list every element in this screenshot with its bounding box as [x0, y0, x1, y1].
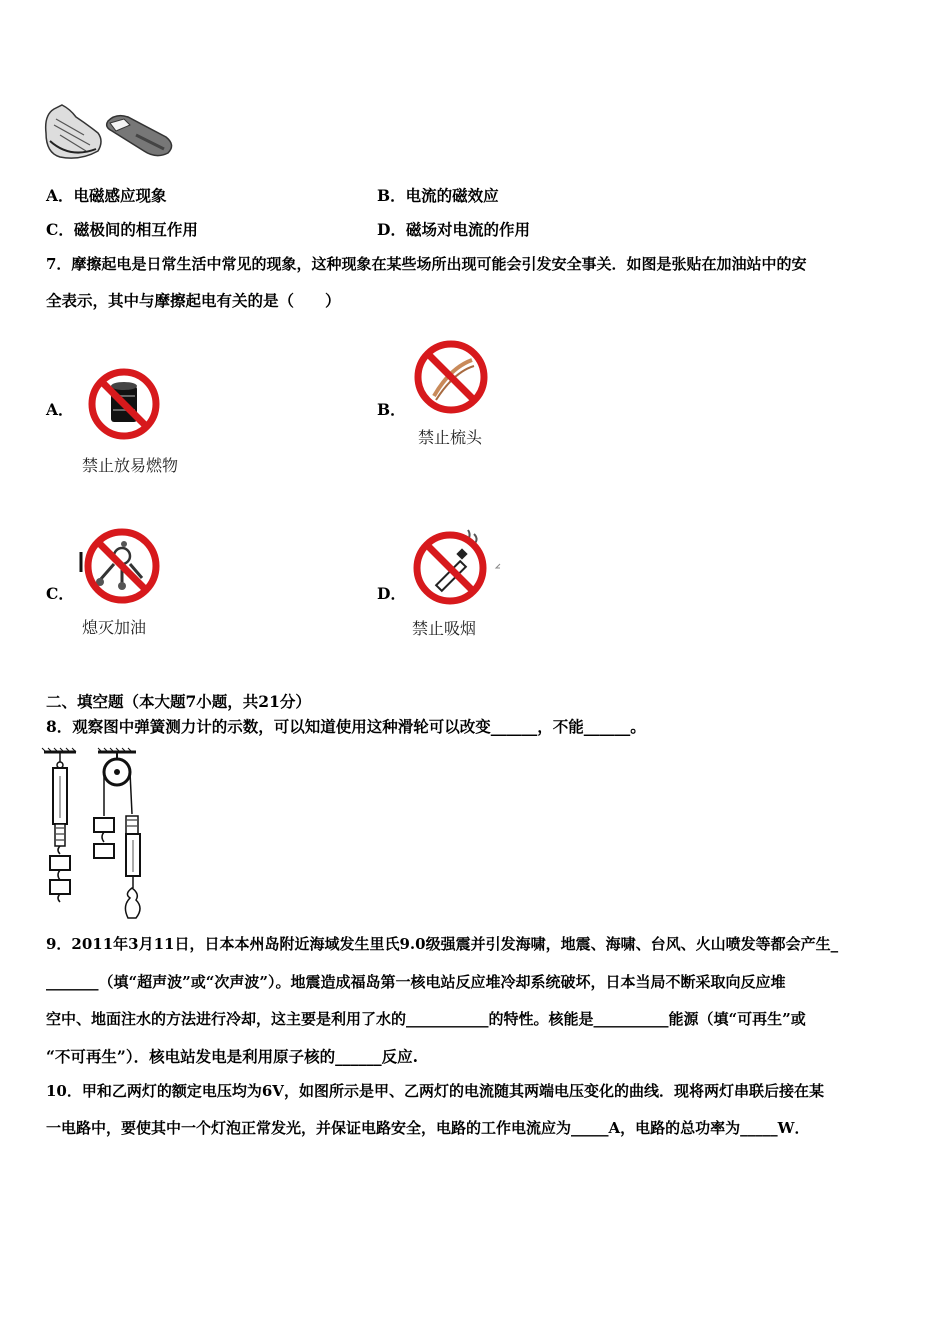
no-flammables-icon: [86, 366, 162, 442]
option-label: A．: [46, 186, 74, 205]
option-label: C．: [46, 220, 74, 239]
option-text: 磁场对电流的作用: [405, 220, 530, 239]
q7-option-b-label: B．: [377, 400, 406, 419]
pulley-spring-scale-illustration: [40, 748, 150, 920]
q7-option-d-caption: 禁止吸烟: [412, 619, 477, 638]
q9-stem-line4: “不可再生”）．核电站发电是利用原子核的______反应.: [46, 1047, 418, 1066]
q7-option-b-caption: 禁止梳头: [418, 428, 483, 447]
q10-stem-line1: 10．甲和乙两灯的额定电压均为6V，如图所示是甲、乙两灯的电流随其两端电压变化的曲线．现将两灯串联后接在某: [46, 1082, 824, 1100]
q10-stem-line2: 一电路中，要使其中一个灯泡正常发光，并保证电路安全，电路的工作电流应为_____A，电路的总功率为_____W．: [46, 1119, 810, 1137]
option-text: 磁极间的相互作用: [73, 220, 198, 239]
q7-stem-line1: 7．摩擦起电是日常生活中常见的现象，这种现象在某些场所出现可能会引发安全事关．如图是张贴在加油站中的安: [46, 255, 807, 273]
q6-option-c: [46, 222, 198, 238]
q7-option-d-label: D．: [377, 584, 406, 603]
option-text: 电磁感应现象: [73, 186, 167, 205]
q8-stem: 8．观察图中弹簧测力计的示数，可以知道使用这种滑轮可以改变______，不能______。: [46, 717, 646, 736]
q7-option-c-caption: 熄灭加油: [82, 618, 147, 637]
q7-option-a-caption: 禁止放易燃物: [82, 456, 179, 475]
option-text: 电流的磁效应: [405, 186, 499, 205]
q6-option-a: [46, 188, 167, 204]
section-heading: 二、填空题（本大题7小题，共21分）: [46, 692, 311, 711]
no-refuel-engine-on-icon: [78, 524, 162, 608]
q7-option-a-label: A．: [46, 400, 74, 419]
q9-stem-line3: 空中、地面注水的方法进行冷却，这主要是利用了水的___________的特性。核能是__________能源（填“可再生”或: [46, 1010, 806, 1028]
q7-stem-line2: 全表示，其中与摩擦起电有关的是（ ）: [46, 291, 341, 310]
q9-stem-line1: 9．2011年3月11日，日本本州岛附近海域发生里氏9.0级强震并引发海啸，地震、海啸、台风、火山喷发等都会产生_: [46, 935, 839, 953]
q6-option-b: [377, 188, 499, 204]
shoe-illustration: [40, 95, 180, 165]
q7-option-c-label: C．: [46, 584, 74, 603]
no-combing-icon: [412, 338, 490, 416]
no-smoking-icon: [412, 528, 504, 608]
option-label: D．: [377, 220, 406, 239]
q6-option-d: [377, 222, 530, 238]
option-label: B．: [377, 186, 406, 205]
q9-stem-line2: _______（填“超声波”或“次声波”）。地震造成福岛第一核电站反应堆冷却系统破坏，日本当局不断采取向反应堆: [46, 973, 786, 991]
